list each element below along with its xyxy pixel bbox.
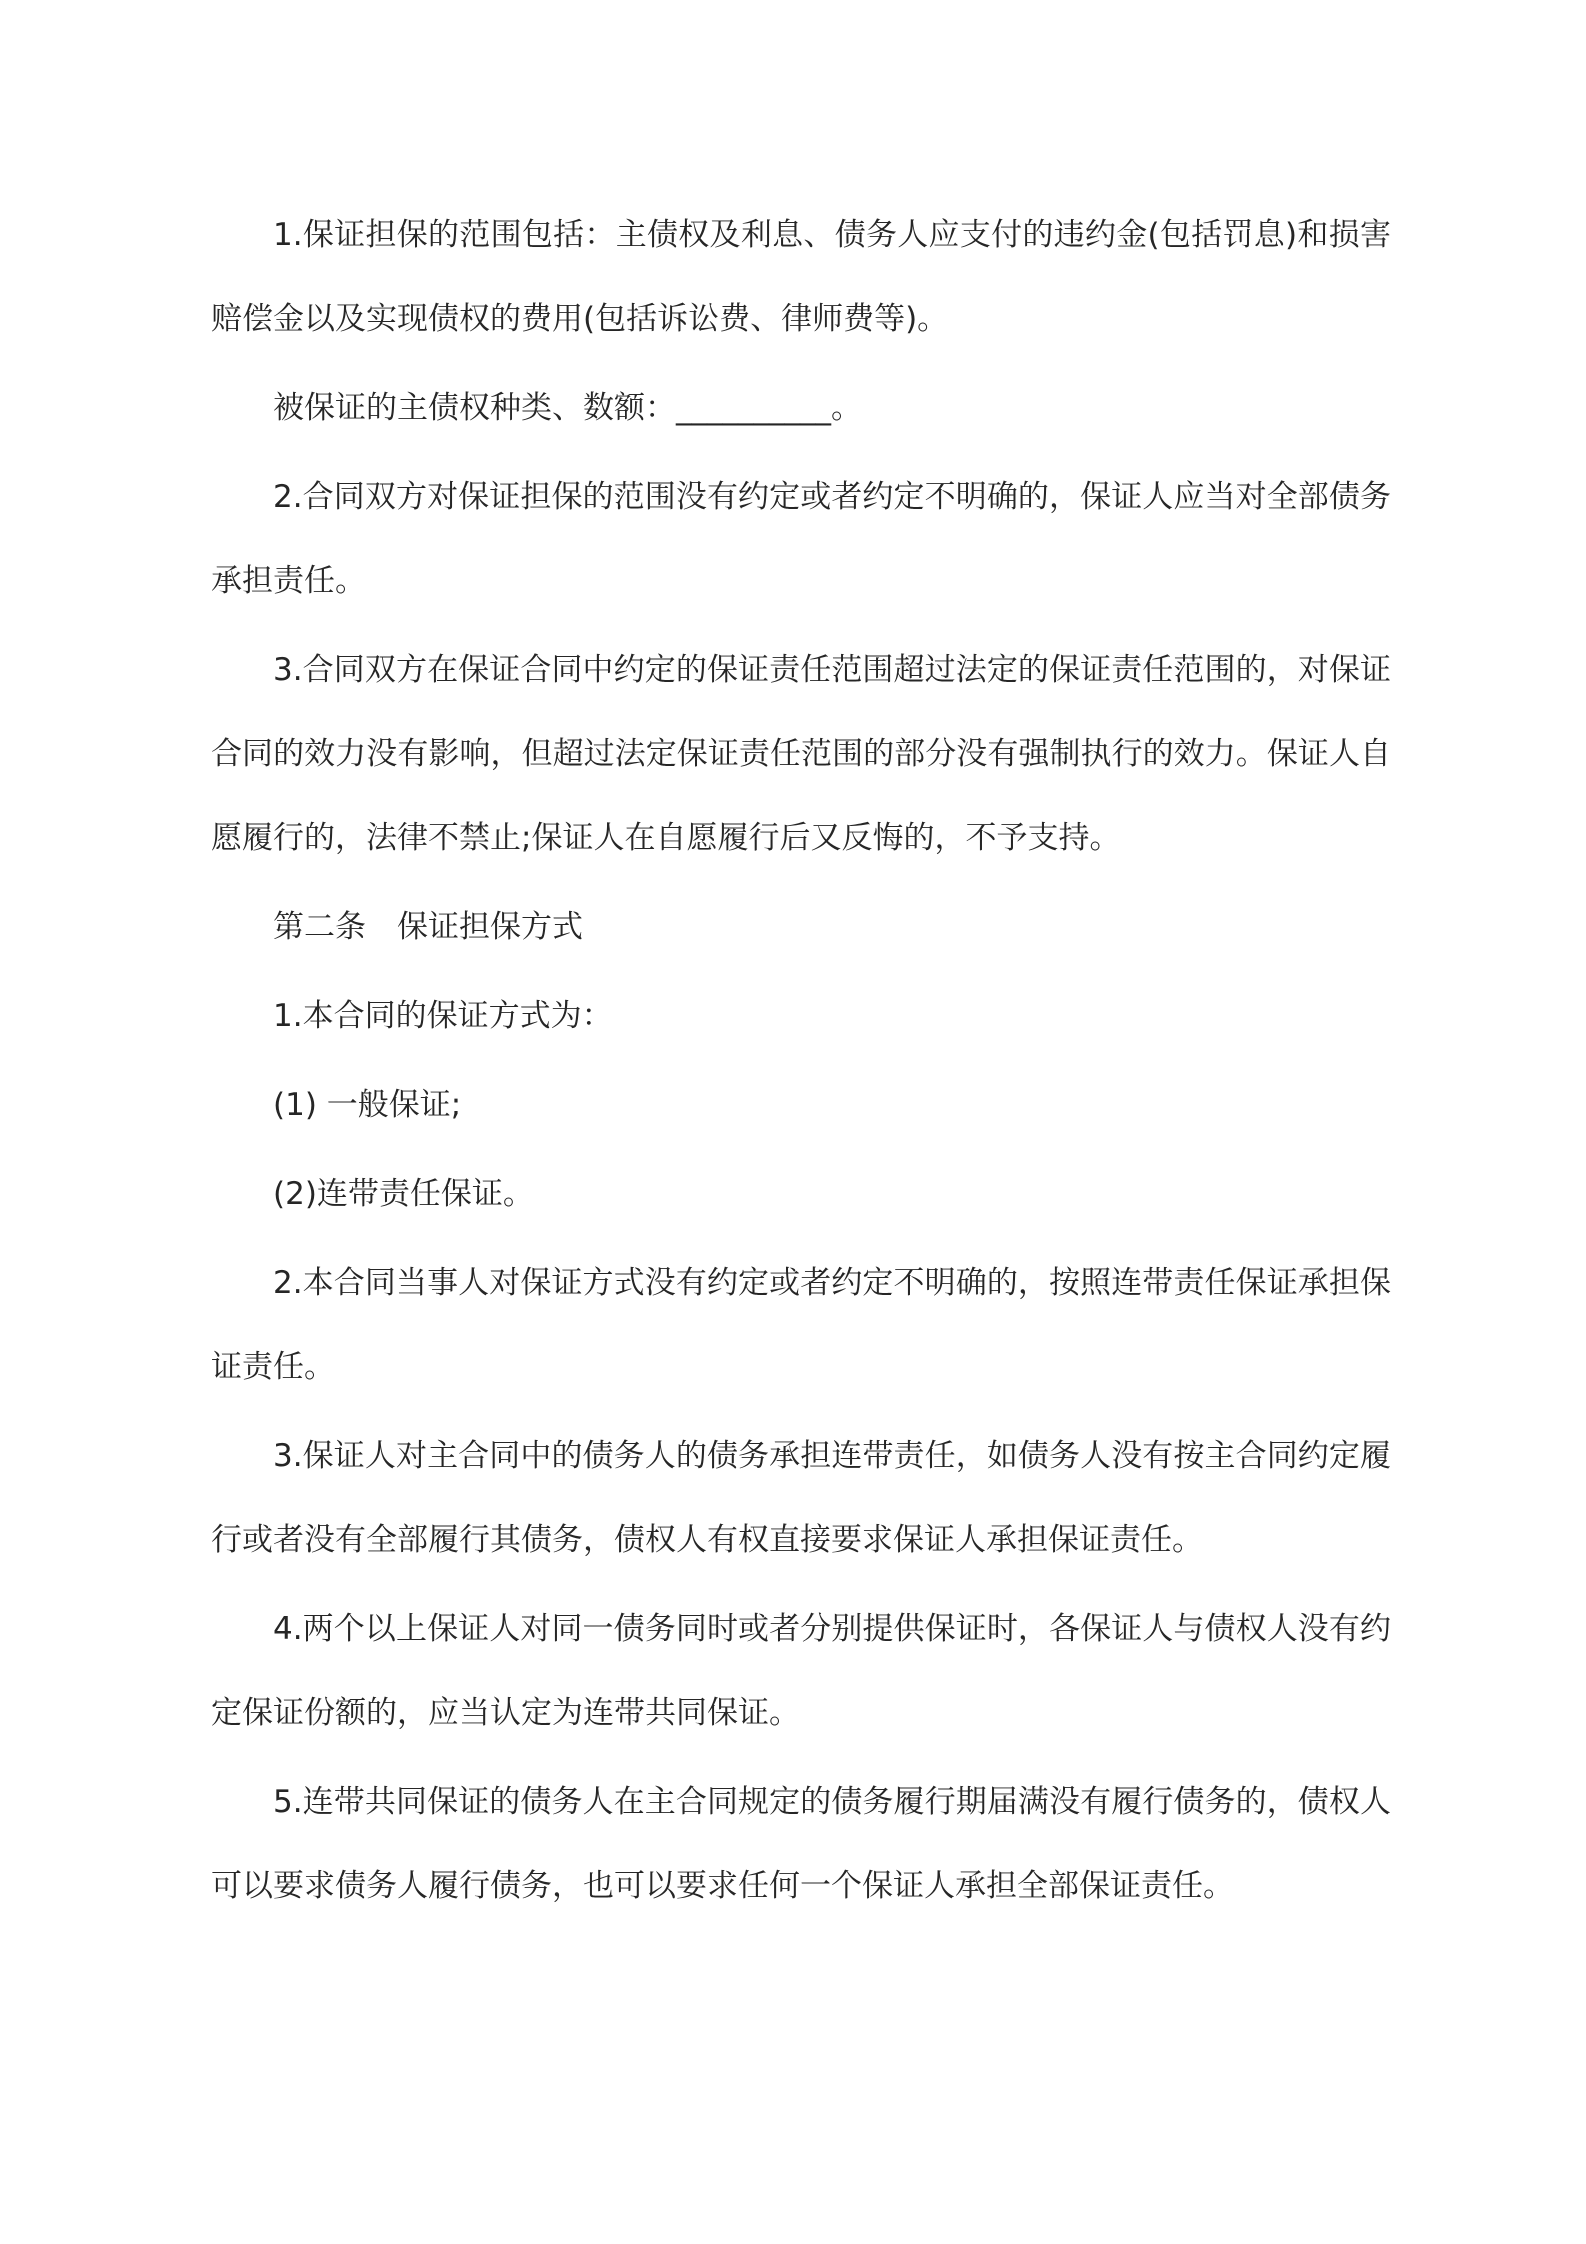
option-general-guarantee: (1) 一般保证;: [273, 1087, 462, 1123]
clause-scope-undefined: 2.合同双方对保证担保的范围没有约定或者约定不明确的，保证人应当对全部债务承担责任。: [211, 479, 1391, 599]
clause-guarantee-scope: 1.保证担保的范围包括：主债权及利息、债务人应支付的违约金(包括罚息)和损害赔偿金以及实现债权的费用(包括诉讼费、律师费等)。: [211, 217, 1391, 337]
clause-principal-debt-amount: 被保证的主债权种类、数额：__________。: [273, 390, 862, 426]
clause-joint-liability: 3.保证人对主合同中的债务人的债务承担连带责任，如债务人没有按主合同约定履行或者没有全部履行其债务，债权人有权直接要求保证人承担保证责任。: [211, 1438, 1391, 1558]
clause-joint-common-guarantee: 5.连带共同保证的债务人在主合同规定的债务履行期届满没有履行债务的，债权人可以要求债务人履行债务，也可以要求任何一个保证人承担全部保证责任。: [211, 1784, 1391, 1904]
clause-method-undefined: 2.本合同当事人对保证方式没有约定或者约定不明确的，按照连带责任保证承担保证责任。: [211, 1265, 1391, 1385]
clause-scope-exceeds-law: 3.合同双方在保证合同中约定的保证责任范围超过法定的保证责任范围的，对保证合同的效力没有影响，但超过法定保证责任范围的部分没有强制执行的效力。保证人自愿履行的，法律不禁止;保证人在自愿履行后又反悔的，不予支持。: [211, 652, 1391, 856]
option-joint-liability-guarantee: (2)连带责任保证。: [273, 1176, 534, 1212]
document-body: [211, 193, 1391, 1933]
clause-multiple-guarantors: 4.两个以上保证人对同一债务同时或者分别提供保证时，各保证人与债权人没有约定保证份额的，应当认定为连带共同保证。: [211, 1611, 1391, 1731]
article-heading-guarantee-method: 第二条 保证担保方式: [273, 909, 583, 945]
clause-guarantee-method: 1.本合同的保证方式为：: [273, 998, 613, 1034]
